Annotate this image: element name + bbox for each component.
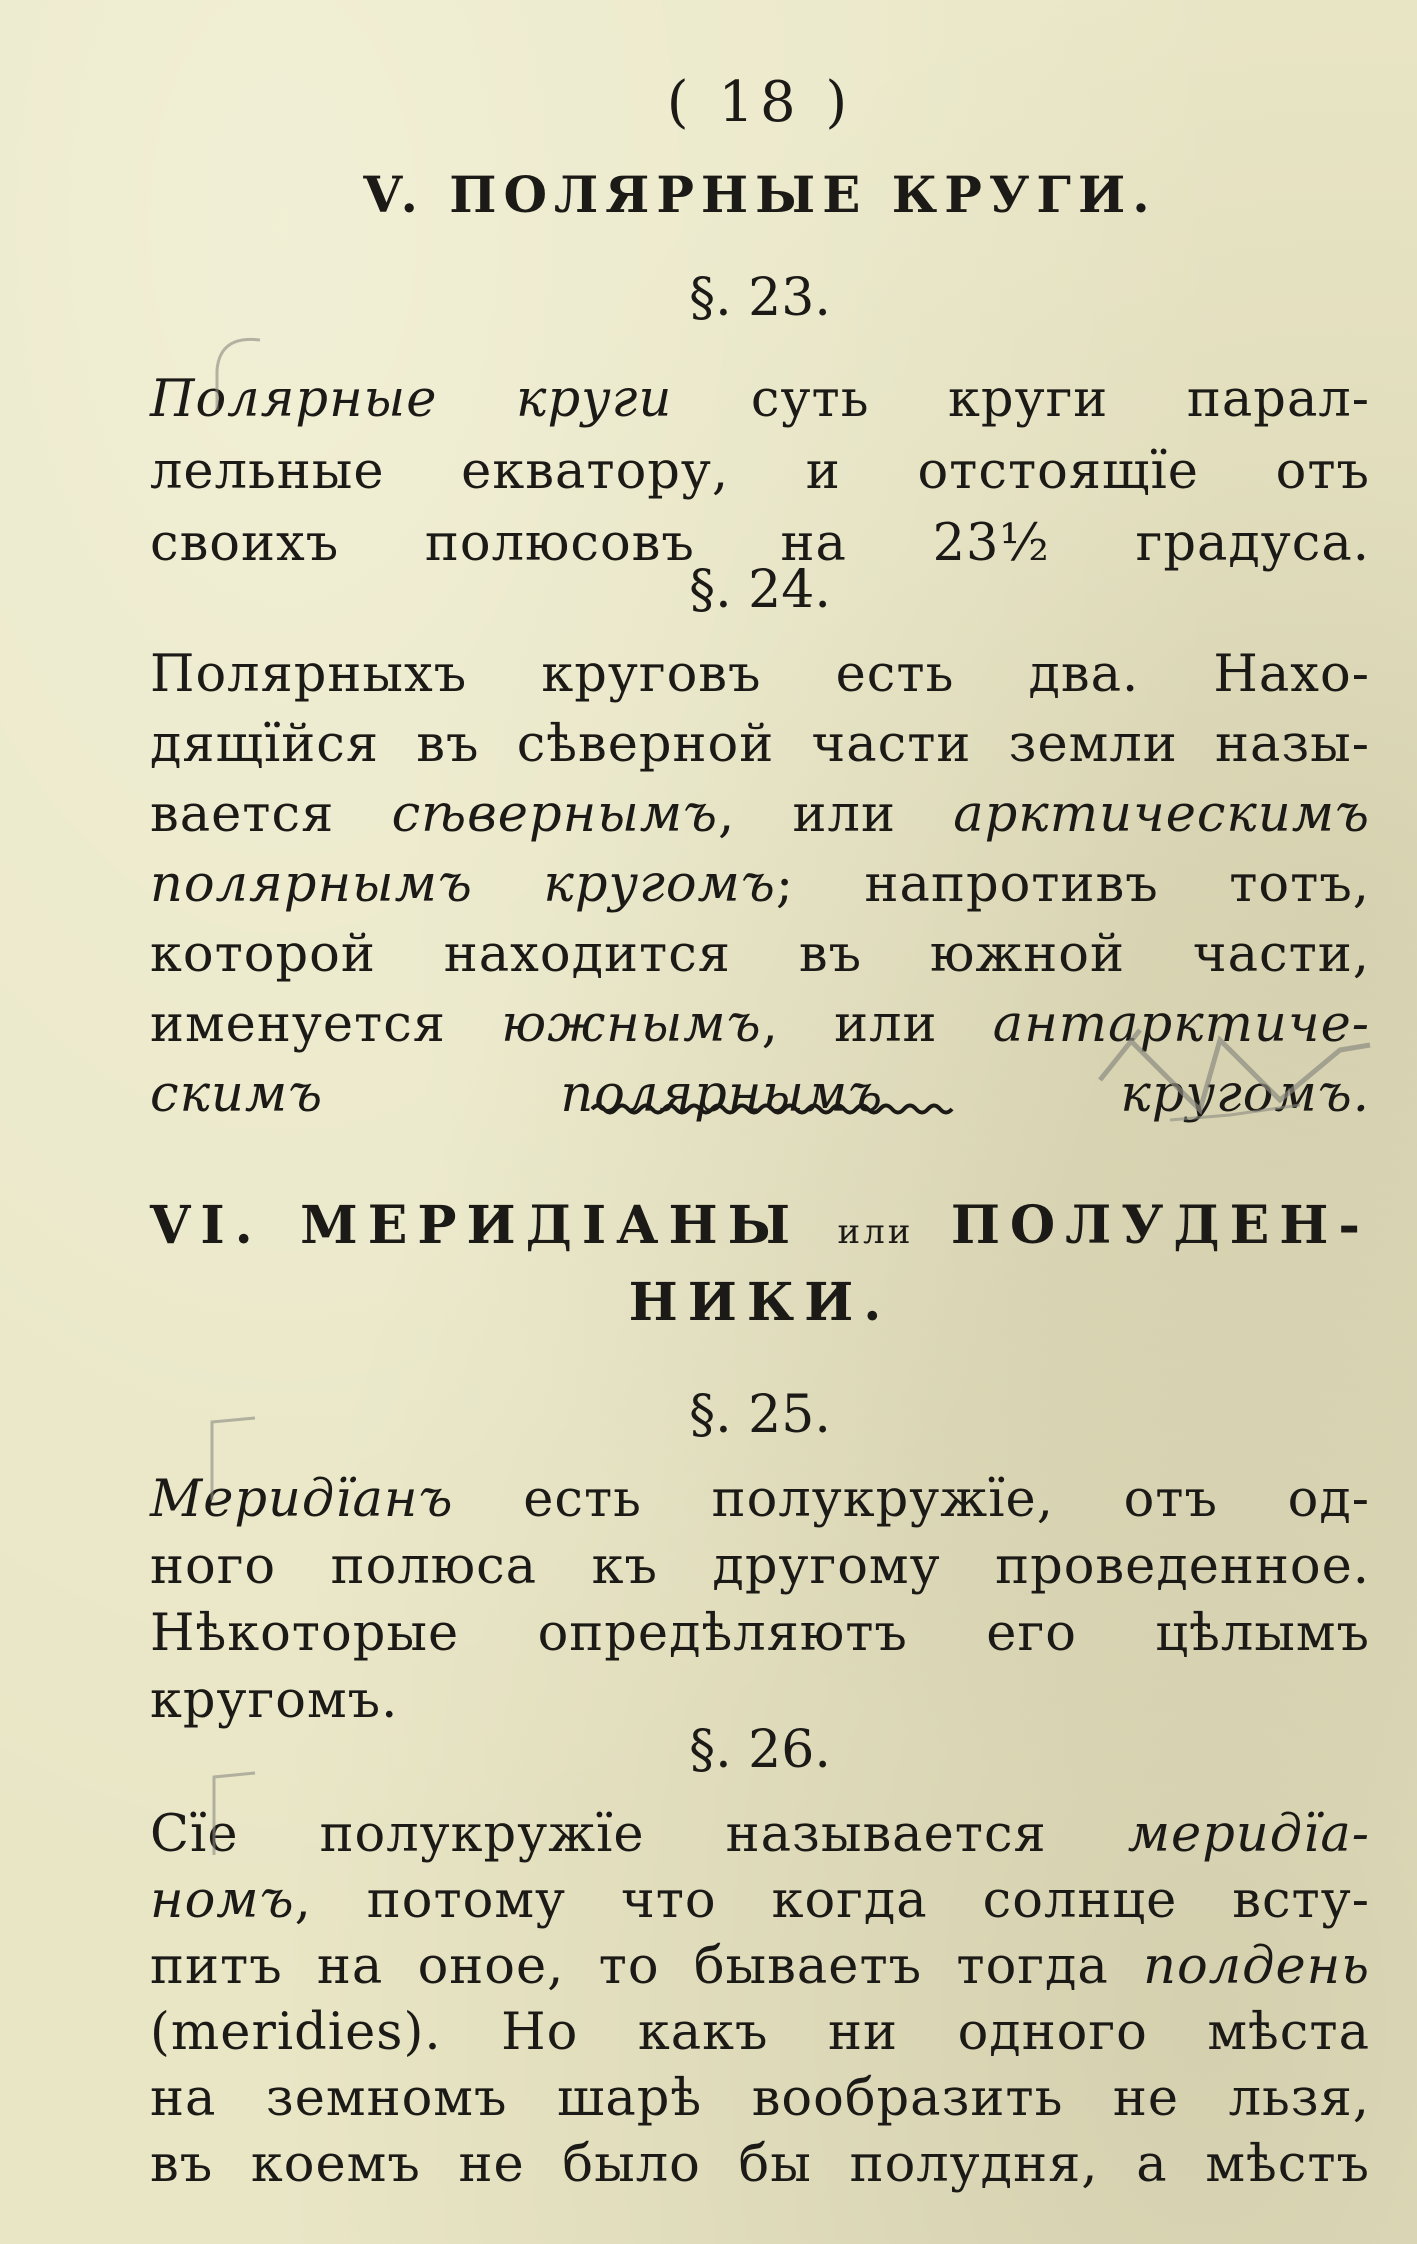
text-segment: , или (718, 785, 954, 844)
italic-text-segment: скимъ полярнымъ кругомъ. (150, 1065, 1370, 1124)
paragraph-sign-25: §. 25. (689, 1385, 831, 1445)
italic-text-segment: антарктиче- (992, 995, 1371, 1054)
text-line (150, 2069, 1370, 2128)
text-segment: есть полукружїе, отъ од- (453, 1470, 1370, 1529)
italic-text-segment: полдень (1143, 1937, 1370, 1996)
text-line (150, 2003, 1370, 2062)
section-vi-heading-a: VI. МЕРИДІАНЫ (150, 1195, 801, 1256)
italic-text-segment: полярнымъ кругомъ (150, 855, 776, 914)
text-segment: на земномъ шарѣ вообразить не льзя, (150, 2069, 1370, 2128)
italic-text-segment: Меридїанъ (150, 1470, 454, 1529)
text-line (150, 785, 1370, 844)
page-number: ( 18 ) (666, 70, 854, 135)
text-segment: лельные екватору, и отстоящїе отъ (150, 442, 1370, 501)
text-line (150, 1470, 1370, 1529)
text-segment: въ коемъ не было бы полудня, а мѣстъ (150, 2135, 1370, 2194)
pencil-mark (1080, 1010, 1380, 1130)
text-line (150, 1937, 1370, 1996)
text-segment: ного полюса къ другому проведенное. (150, 1537, 1370, 1596)
text-segment: дящїйся въ сѣверной части земли назы- (150, 715, 1370, 774)
italic-text-segment: южнымъ (501, 995, 762, 1054)
text-segment: своихъ полюсовъ на 23½ градуса. (150, 514, 1370, 573)
text-segment: ; напротивъ тотъ, (775, 855, 1370, 914)
text-line (150, 2135, 1370, 2194)
text-line (150, 1871, 1370, 1930)
text-segment: Нѣкоторые опредѣляютъ его цѣлымъ (150, 1604, 1370, 1663)
text-line (150, 1537, 1370, 1596)
text-line (150, 370, 1370, 429)
paragraph-sign-26: §. 26. (689, 1720, 831, 1780)
italic-text-segment: меридїа- (1127, 1805, 1370, 1864)
section-v-heading: V. ПОЛЯРНЫЕ КРУГИ. (363, 165, 1157, 224)
wavy-rule-divider (590, 1100, 960, 1118)
text-segment: , или (761, 995, 993, 1054)
section-vi-heading-or: или (837, 1212, 914, 1252)
text-segment: суть круги парал- (672, 370, 1370, 429)
pencil-bracket-mark (200, 1410, 260, 1510)
section-vi-heading-b: ПОЛУДЕН- (950, 1195, 1370, 1256)
text-line (150, 645, 1370, 704)
text-line (150, 1805, 1370, 1864)
section-vi-heading (150, 1195, 1370, 1256)
text-segment: (meridies). Но какъ ни одного мѣста (150, 2003, 1370, 2062)
text-segment: , потому что когда солнце всту- (294, 1871, 1370, 1930)
italic-text-segment: Полярные круги (150, 370, 673, 429)
text-segment: которой находится въ южной части, (150, 925, 1370, 984)
text-segment: вается (150, 785, 392, 844)
text-segment: Полярныхъ круговъ есть два. Нахо- (150, 645, 1370, 704)
text-line (150, 925, 1370, 984)
text-segment: питъ на оное, то бываетъ тогда (150, 1937, 1144, 1996)
paragraph-sign-23: §. 23. (689, 268, 831, 328)
text-line (150, 1604, 1370, 1663)
text-line (150, 442, 1370, 501)
section-vi-heading-c: НИКИ. (628, 1272, 892, 1333)
text-segment: Сїе полукружїе называется (150, 1805, 1128, 1864)
italic-text-segment: сѣвернымъ (391, 785, 719, 844)
paragraph-sign-24: §. 24. (689, 560, 831, 620)
text-segment: именуется (150, 995, 502, 1054)
pencil-bracket-mark (200, 1765, 260, 1865)
italic-text-segment: арктическимъ (953, 785, 1371, 844)
text-line (150, 855, 1370, 914)
italic-text-segment: номъ (150, 1871, 295, 1930)
text-line (150, 715, 1370, 774)
pencil-bracket-mark (205, 330, 265, 430)
text-segment: кругомъ. (150, 1671, 399, 1730)
